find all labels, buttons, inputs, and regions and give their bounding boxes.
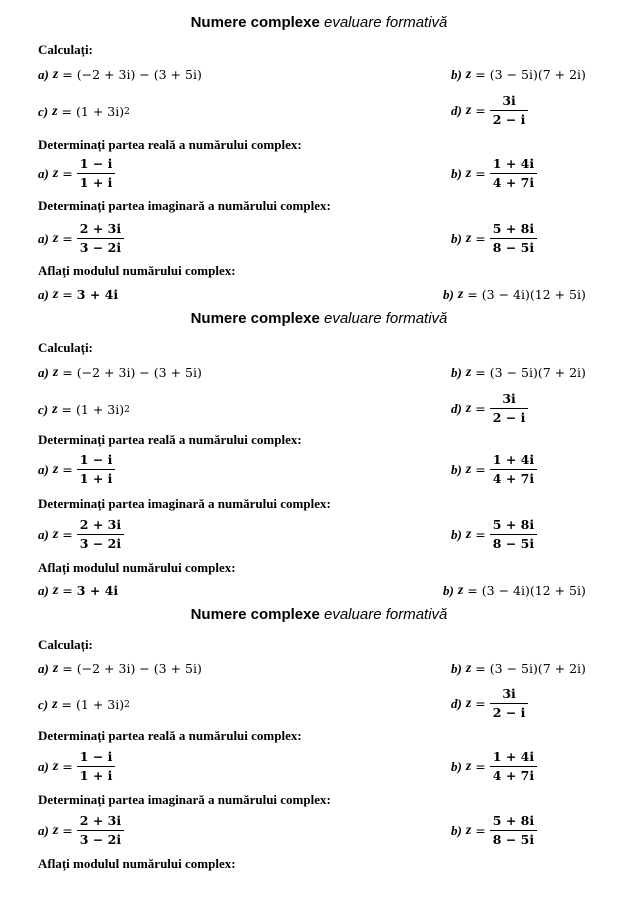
imag-b: b) z = $\frac{5 + 8i}{8 - 5i}$ bbox=[451, 222, 537, 255]
calculate-heading: Calculați: bbox=[38, 340, 93, 355]
calc-a: a) z = (−2 + 3i) − (3 + 5i) bbox=[38, 67, 202, 82]
worksheet-title: Numere complexe evaluare formativă bbox=[190, 310, 448, 327]
calc-a: a) z = (−2 + 3i) − (3 + 5i) bbox=[38, 661, 202, 676]
real-a: a) z = $\frac{1 - i}{1 + i}$ bbox=[38, 750, 115, 783]
real-a: a) z = $\frac{1 - i}{1 + i}$ bbox=[38, 453, 115, 486]
calculate-heading: Calculați: bbox=[38, 42, 93, 57]
real-b: b) z = $\frac{1 + 4i}{4 + 7i}$ bbox=[451, 750, 537, 783]
calc-b: b) z = (3 − 5i)(7 + 2i) bbox=[451, 365, 586, 380]
calc-c: c) z = (1 + 3i) 2 bbox=[38, 402, 130, 417]
calc-c: c) z = (1 + 3i) 2 bbox=[38, 697, 130, 712]
worksheet-title: Numere complexe evaluare formativă bbox=[190, 14, 448, 31]
real-part-heading: Determinați partea reală a numărului complex: bbox=[38, 728, 302, 743]
fraction: $\frac{2 + 3i}{3 - 2i}$ bbox=[77, 814, 124, 847]
fraction: $\frac{2 + 3i}{3 - 2i}$ bbox=[77, 222, 124, 255]
imag-b: b) z = $\frac{5 + 8i}{8 - 5i}$ bbox=[451, 814, 537, 847]
calc-b: b) z = (3 − 5i)(7 + 2i) bbox=[451, 67, 586, 82]
fraction: $\frac{3i}{2 - i}$ bbox=[490, 687, 529, 720]
fraction: $\frac{5 + 8i}{8 - 5i}$ bbox=[490, 814, 537, 847]
imaginary-part-heading: Determinați partea imaginară a numărului complex: bbox=[38, 198, 331, 213]
real-part-heading: Determinați partea reală a numărului complex: bbox=[38, 432, 302, 447]
fraction: $\frac{1 - i}{1 + i}$ bbox=[77, 453, 116, 486]
imag-a: a) z = $\frac{2 + 3i}{3 - 2i}$ bbox=[38, 518, 124, 551]
real-b: b) z = $\frac{1 + 4i}{4 + 7i}$ bbox=[451, 453, 537, 486]
calc-d: d) z = $\frac{3i}{2 - i}$ bbox=[451, 687, 528, 720]
fraction: $\frac{1 - i}{1 + i}$ bbox=[77, 157, 116, 190]
mod-b: b) z = (3 − 4i)(12 + 5i) bbox=[443, 583, 586, 598]
modulus-heading: Aflați modulul numărului complex: bbox=[38, 560, 236, 575]
calc-d: d) z = $\frac{3i}{2 - i}$ bbox=[451, 392, 528, 425]
real-b: b) z = $\frac{1 + 4i}{4 + 7i}$ bbox=[451, 157, 537, 190]
imag-a: a) z = $\frac{2 + 3i}{3 - 2i}$ bbox=[38, 814, 124, 847]
fraction: $\frac{1 + 4i}{4 + 7i}$ bbox=[490, 157, 537, 190]
mod-b: b) z = (3 − 4i)(12 + 5i) bbox=[443, 287, 586, 302]
fraction: $\frac{1 - i}{1 + i}$ bbox=[77, 750, 116, 783]
imaginary-part-heading: Determinați partea imaginară a numărului complex: bbox=[38, 496, 331, 511]
imag-b: b) z = $\frac{5 + 8i}{8 - 5i}$ bbox=[451, 518, 537, 551]
fraction: $\frac{5 + 8i}{8 - 5i}$ bbox=[490, 518, 537, 551]
calc-d: d) z = $\frac{3i}{2 - i}$ bbox=[451, 94, 528, 127]
mod-a: a) z = 3 + 4i bbox=[38, 287, 119, 302]
calc-b: b) z = (3 − 5i)(7 + 2i) bbox=[451, 661, 586, 676]
real-a: a) z = $\frac{1 - i}{1 + i}$ bbox=[38, 157, 115, 190]
fraction: $\frac{1 + 4i}{4 + 7i}$ bbox=[490, 453, 537, 486]
calc-c: c) z = (1 + 3i) 2 bbox=[38, 104, 130, 119]
mod-a: a) z = 3 + 4i bbox=[38, 583, 119, 598]
real-part-heading: Determinați partea reală a numărului complex: bbox=[38, 137, 302, 152]
imag-a: a) z = $\frac{2 + 3i}{3 - 2i}$ bbox=[38, 222, 124, 255]
calculate-heading: Calculați: bbox=[38, 637, 93, 652]
fraction: $\frac{2 + 3i}{3 - 2i}$ bbox=[77, 518, 124, 551]
worksheet-title: Numere complexe evaluare formativă bbox=[190, 606, 448, 623]
modulus-heading: Aflați modulul numărului complex: bbox=[38, 263, 236, 278]
imaginary-part-heading: Determinați partea imaginară a numărului complex: bbox=[38, 792, 331, 807]
fraction: $\frac{5 + 8i}{8 - 5i}$ bbox=[490, 222, 537, 255]
modulus-heading: Aflați modulul numărului complex: bbox=[38, 856, 236, 871]
fraction: $\frac{1 + 4i}{4 + 7i}$ bbox=[490, 750, 537, 783]
fraction: $\frac{3i}{2 - i}$ bbox=[490, 392, 529, 425]
calc-a: a) z = (−2 + 3i) − (3 + 5i) bbox=[38, 365, 202, 380]
fraction: $\frac{3i}{2 - i}$ bbox=[490, 94, 529, 127]
